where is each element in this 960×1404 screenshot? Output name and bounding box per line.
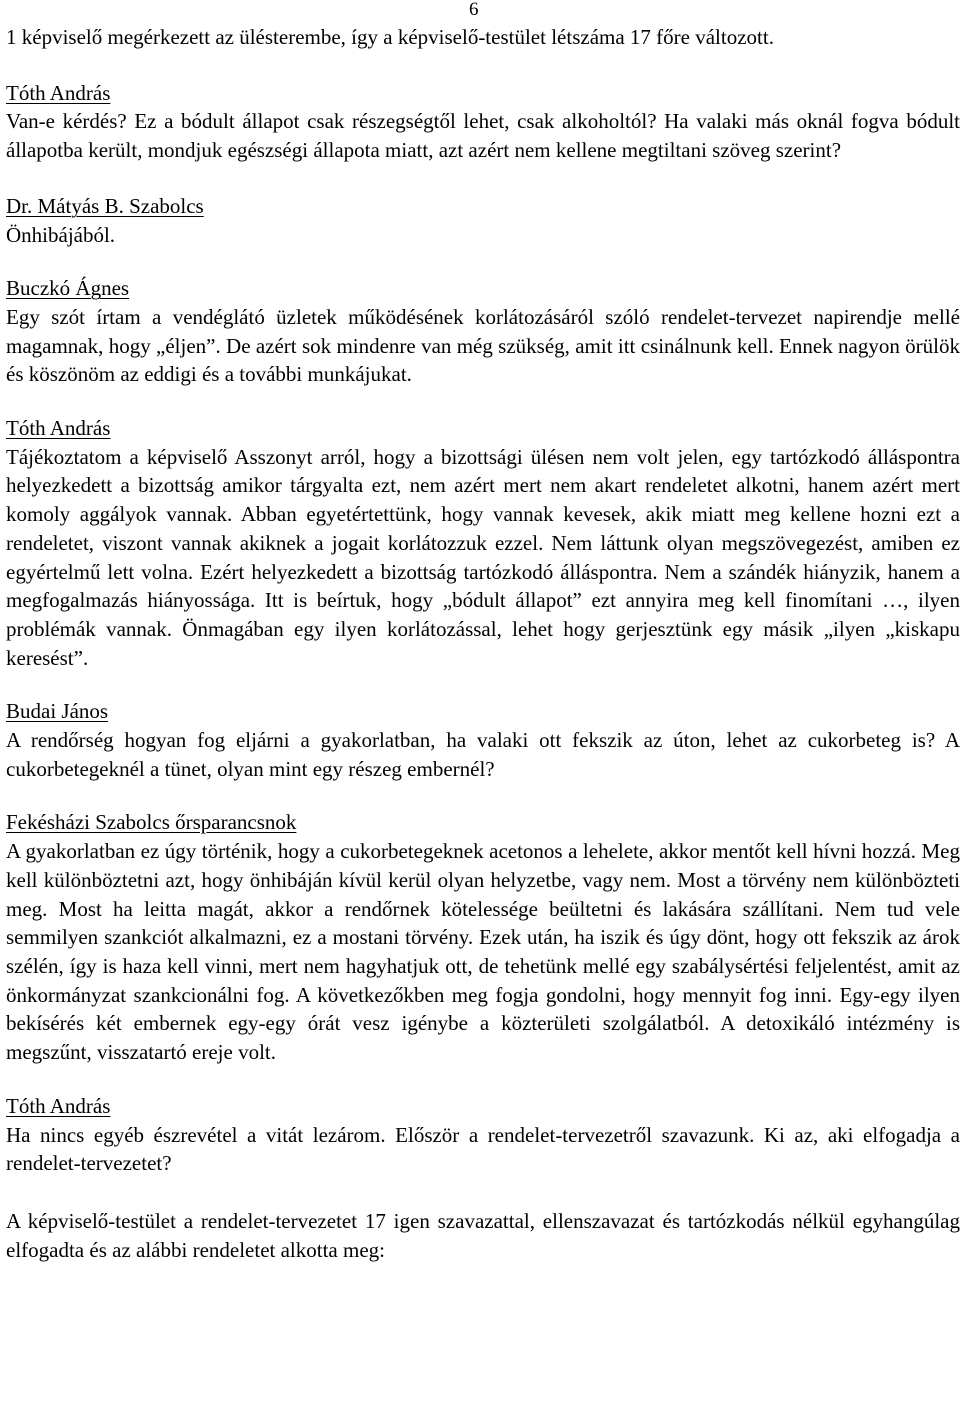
speaker-name: Dr. Mátyás B. Szabolcs bbox=[6, 193, 204, 218]
closing-paragraph: A képviselő-testület a rendelet-tervezetet 17 igen szavazattal, ellenszavazat és tartózkodás nélkül egyhangúlag elfogadta és az alábbi rendeletet alkotta meg: bbox=[6, 1208, 960, 1262]
speech-text: A rendőrség hogyan fog eljárni a gyakorlatban, ha valaki ott fekszik az úton, lehet az cukorbeteg is? A cukorbetegeknél a tünet, olyan mint egy részeg embernél? bbox=[6, 728, 960, 781]
speech-text: Egy szót írtam a vendéglátó üzletek működésének korlátozásáról szóló rendelet-tervezet napirendje mellé magamnak, hogy „éljen”. De azért sok mindenre van még szükség, amit itt csinálnunk kell. Ennek nagyon örülök és köszönöm az eddigi és a további munkájukat. bbox=[6, 304, 960, 387]
speaker-block bbox=[6, 1092, 960, 1178]
speaker-block bbox=[6, 414, 960, 672]
page-number: 6 bbox=[469, 0, 479, 20]
speaker-name: Tóth András bbox=[6, 1093, 111, 1118]
speech-text: Tájékoztatom a képviselő Asszonyt arról, hogy a bizottsági ülésen nem volt jelen, egy tartózkodó álláspontra helyezkedett a bizottság amikor tárgyalta ezt, nem azért mert nem akart rendeletet alkotni, hanem azért mert komoly aggályok vannak. Abban egyetértettünk, hogy vannak kevesek, akik miatt meg kellene hozni ezt a rendeletet, viszont vannak akiknek a jogait korlátozzuk ezzel. Nem láttunk olyan megszövegezést, amiben ez egyértelmű lett volna. Ezért helyezkedett a bizottság tartózkodó álláspontra. Nem a szándék hiányzik, hanem a megfogalmazás hiányossága. Itt is beírtuk, hogy „bódult állapot” ezt annyira meg kell finomítani …, ilyen problémák vannak. Önmagában egy ilyen korlátozással, lehet hogy gerjesztünk egy másik „ilyen „kiskapu keresést”. bbox=[6, 444, 960, 670]
speaker-block bbox=[6, 697, 960, 783]
speech-text: Ha nincs egyéb észrevétel a vitát lezárom. Először a rendelet-tervezetről szavazunk. Ki az, aki elfogadja a rendelet-tervezetet? bbox=[6, 1122, 960, 1176]
speaker-block bbox=[6, 79, 960, 165]
speaker-name: Tóth András bbox=[6, 80, 111, 105]
speech-text: A gyakorlatban ez úgy történik, hogy a cukorbetegeknek acetonos a lehelete, akkor mentőt kell hívni hozzá. Meg kell különböztetni azt, hogy önhibáján kívül kerül olyan helyzetbe, vagy nem. Most a törvény nem különbözteti meg. Most ha leitta magát, akkor a rendőrnek kötelessége beültetni és lakására szállítani. Nem tud vele semmilyen szankciót alkalmazni, ez a mostani törvény. Ezek után, ha iszik és úgy dönt, hogy ott fekszik az árok szélén, így is haza kell vinni, mert nem hagyhatjuk ott, de tehetünk mellé egy szabálysértési feljelentést, amit az önkormányzat szankcionálni fog. A következőkben meg fogja gondolni, hogy mennyit fog inni. Egy-egy ilyen bekísérés két embernek egy-egy órát vesz igénybe a közterületi szolgálatból. A detoxikáló intézmény is megszűnt, visszatartó ereje volt. bbox=[6, 839, 960, 1065]
speaker-name: Tóth András bbox=[6, 416, 111, 441]
speaker-block bbox=[6, 808, 960, 1066]
speech-text: Van-e kérdés? Ez a bódult állapot csak részegségtől lehet, csak alkoholtól? Ha valaki más oknál fogva bódult állapotba került, mondjuk egészségi állapota miatt, azt azért nem kellene megtiltani szöveg szerint? bbox=[6, 109, 960, 163]
speech-text: Önhibájából. bbox=[6, 222, 116, 247]
speaker-name: Budai János bbox=[6, 699, 109, 724]
speaker-name: Buczkó Ágnes bbox=[6, 276, 130, 301]
speaker-block bbox=[6, 274, 960, 389]
speaker-name: Fekésházi Szabolcs őrsparancsnok bbox=[6, 810, 297, 835]
speaker-block bbox=[6, 192, 960, 249]
minutes-text bbox=[6, 23, 960, 1264]
intro-paragraph: 1 képviselő megérkezett az ülésterembe, így a képviselő-testület létszáma 17 főre változott. bbox=[6, 25, 774, 49]
